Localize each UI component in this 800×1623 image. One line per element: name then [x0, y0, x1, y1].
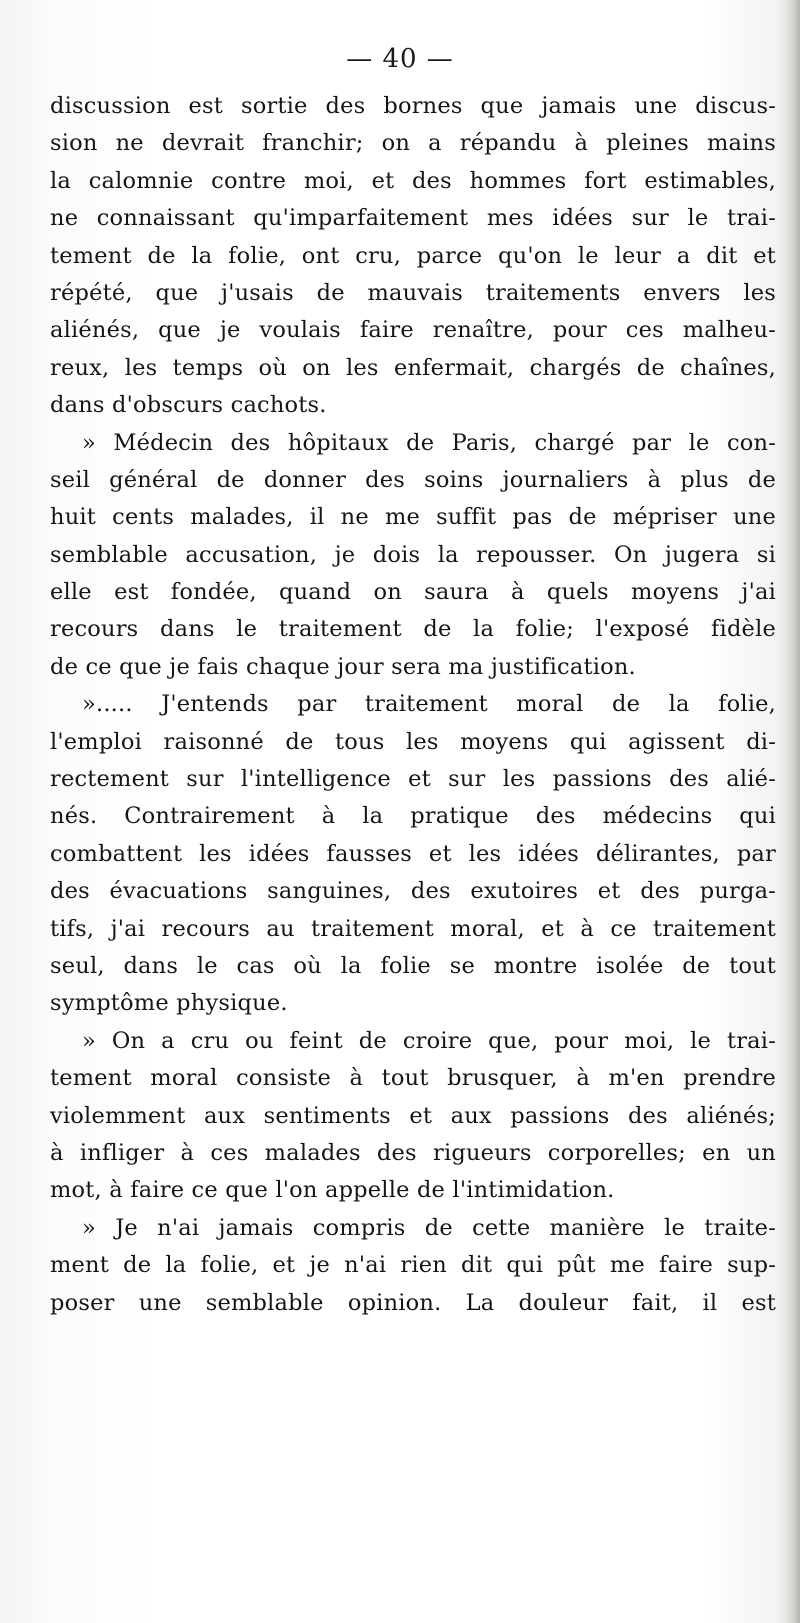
text-line: dans d'obscurs cachots. [50, 392, 327, 419]
text-line: »..... J'entends par traitement moral de la folie, [82, 691, 776, 718]
text-line: tifs, j'ai recours au traitement moral, et à ce traitement [50, 915, 776, 942]
page-edge-shadow [786, 0, 800, 1623]
text-line: répété, que j'usais de mauvais traitements envers les [50, 279, 776, 306]
text-line: à infliger à ces malades des rigueurs corporelles; en un [50, 1139, 776, 1166]
text-line: symptôme physique. [50, 990, 288, 1017]
text-line: semblable accusation, je dois la repousser. On jugera si [50, 541, 776, 568]
text-line: huit cents malades, il ne me suffit pas de mépriser une [50, 504, 776, 531]
text-line: » On a cru ou feint de croire que, pour moi, le trai- [82, 1027, 776, 1054]
text-line: de ce que je fais chaque jour sera ma justification. [50, 653, 636, 680]
text-line: » Médecin des hôpitaux de Paris, chargé par le con- [82, 429, 776, 456]
text-line: reux, les temps où on les enfermait, chargés de chaînes, [50, 354, 776, 381]
text-line: elle est fondée, quand on saura à quels moyens j'ai [50, 579, 776, 606]
text-line: violemment aux sentiments et aux passions des aliénés; [50, 1102, 776, 1129]
text-line: recours dans le traitement de la folie; l'exposé fidèle [50, 616, 776, 643]
text-line: des évacuations sanguines, des exutoires et des purga- [50, 878, 776, 905]
text-line: seil général de donner des soins journaliers à plus de [50, 466, 776, 493]
text-line: tement moral consiste à tout brusquer, à m'en prendre [50, 1065, 776, 1092]
text-line: rectement sur l'intelligence et sur les passions des alié- [50, 766, 776, 793]
text-line: nés. Contrairement à la pratique des médecins qui [50, 803, 776, 830]
text-line: aliénés, que je voulais faire renaître, pour ces malheu- [50, 317, 776, 344]
body-text [50, 88, 776, 1322]
text-line: ment de la folie, et je n'ai rien dit qui pût me faire sup- [50, 1252, 776, 1279]
text-line: poser une semblable opinion. La douleur fait, il est [50, 1289, 776, 1316]
text-line: la calomnie contre moi, et des hommes fort estimables, [50, 167, 776, 194]
text-line: » Je n'ai jamais compris de cette manière le traite- [82, 1214, 776, 1241]
text-line: l'emploi raisonné de tous les moyens qui agissent di- [50, 728, 776, 755]
text-line: mot, à faire ce que l'on appelle de l'intimidation. [50, 1177, 615, 1204]
text-line: ne connaissant qu'imparfaitement mes idées sur le trai- [50, 205, 776, 232]
text-line: combattent les idées fausses et les idées délirantes, par [50, 840, 776, 867]
text-line: tement de la folie, ont cru, parce qu'on le leur a dit et [50, 242, 776, 269]
text-line: sion ne devrait franchir; on a répandu à pleines mains [50, 130, 776, 157]
page-number: — 40 — [346, 44, 454, 74]
text-line: discussion est sortie des bornes que jamais une discus- [50, 93, 776, 119]
text-line: seul, dans le cas où la folie se montre isolée de tout [50, 952, 776, 979]
